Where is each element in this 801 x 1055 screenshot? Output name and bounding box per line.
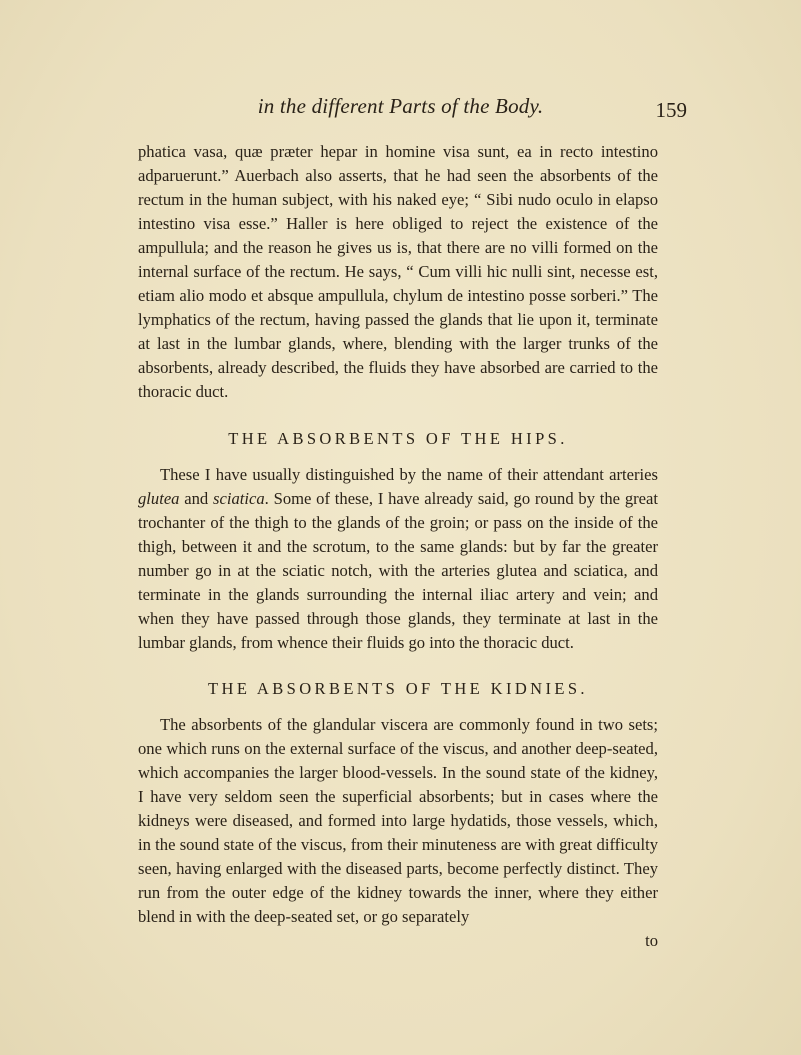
paragraph-hips <box>138 463 658 655</box>
term-glutea: glutea <box>138 489 180 508</box>
hips-text-before: These I have usually distinguished by the name of their attendant arteries <box>160 465 658 484</box>
heading-absorbents-hips: THE ABSORBENTS OF THE HIPS. <box>228 429 568 448</box>
catchword: to <box>645 931 658 950</box>
heading-absorbents-kidnies: THE ABSORBENTS OF THE KIDNIES. <box>208 679 588 698</box>
term-sciatica: sciatica <box>213 489 265 508</box>
paragraph-kidnies: The absorbents of the glandular viscera are commonly found in two sets; one which runs on the external surface of the viscus, and another deep-seated, which accompanies the larger blood-vessels. In the sound state of the kidney, I have very seldom seen the superficial absorbents; but in cases where the kidneys were diseased, and formed into large hydatids, those vessels, which, in the sound state of the viscus, from their minuteness are with great difficulty seen, having enlarged with the diseased parts, become perfectly distinct. They run from the outer edge of the kidney towards the inner, where they either blend in with the deep-seated set, or go separately <box>138 715 658 926</box>
running-title: in the different Parts of the Body. <box>257 94 544 118</box>
paragraph-rectum: phatica vasa, quæ præter hepar in homine visa sunt, ea in recto intestino adparuerunt.” Auerbach also asserts, that he had seen the absorbents of the rectum in the human subject, with his naked eye; “ Sibi nudo oculo in elapso intestino visa esse.” Haller is here obliged to reject the existence of the ampullula; and the reason he gives us is, that there are no villi formed on the internal surface of the rectum. He says, “ Cum villi hic nulli sint, necesse est, etiam alio modo et absque ampullula, chylum de intestino posse sorberi.” The lymphatics of the rectum, having passed the glands that lie upon it, terminate at last in the lumbar glands, where, blending with the larger trunks of the absorbents, already described, the fluids they have absorbed are carried to the thoracic duct. <box>138 142 658 401</box>
running-head <box>0 94 801 128</box>
hips-text-and: and <box>179 489 214 508</box>
page-number: 159 <box>655 98 687 122</box>
body-text <box>138 140 658 953</box>
hips-text-after: . Some of these, I have already said, go round by the great trochanter of the thigh to the glands of the groin; or pass on the inside of the thigh, between it and the scrotum, to the same glands: but by far the greater number go in at the sciatic notch, with the arteries glutea and sciatica, and terminate in the glands surrounding the internal iliac artery and vein; and when they have passed through those glands, they terminate at last in the lumbar glands, from whence their fluids go into the thoracic duct. <box>138 489 659 652</box>
